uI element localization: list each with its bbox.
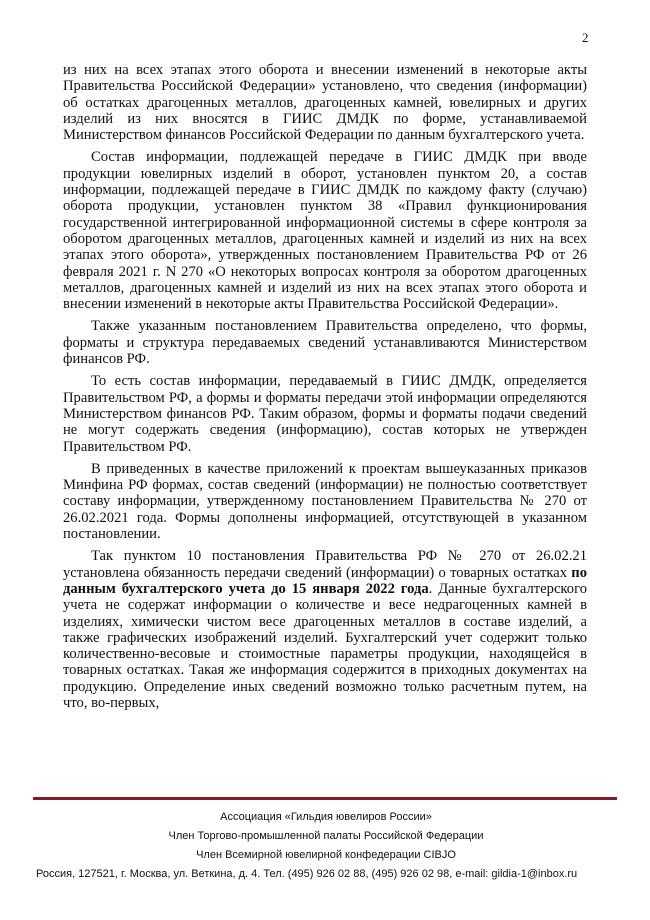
footer-membership-cibjo: Член Всемирной ювелирной конфедерации CIBJO (196, 849, 456, 861)
paragraph-5: В приведенных в качестве приложений к проектам вышеуказанных приказов Минфина РФ формах, состав сведений (информации) не полностью соответствует составу информации, утвержденному постановлением Правительства № 270 от 26.02.2021 года. Формы дополнены информацией, отсутствующей в указанном постановлении. (63, 460, 587, 543)
footer-address: Россия, 127521, г. Москва, ул. Веткина, д. 4. Тел. (495) 926 02 88, (495) 926 02 98, e-mail: gildia-1@inbox.ru (36, 868, 578, 880)
footer (36, 808, 616, 882)
footer-divider (33, 797, 617, 800)
document-body (63, 62, 587, 717)
paragraph-2: Состав информации, подлежащей передаче в ГИИС ДМДК при вводе продукции ювелирных изделий в оборот, установлен пунктом 20, а состав информации, подлежащей передаче в ГИИС ДМДК по каждому факту (случаю) оборота продукции, установлен пунктом 38 «Правил функционирования государственной интегрированной информационной системы в сфере контроля за оборотом драгоценных металлов, драгоценных камней и изделий из них на всех этапах этого оборота», утвержденных постановлением Правительства РФ от 26 февраля 2021 г. N 270 «О некоторых вопросах контроля за оборотом драгоценных металлов, драгоценных камней и изделий из них на всех этапах этого оборота и внесении изменений в некоторые акты Правительства Российской Федерации». (63, 149, 587, 313)
paragraph-4: То есть состав информации, передаваемый в ГИИС ДМДК, определяется Правительством РФ, а формы и форматы передачи этой информации определяются Министерством финансов РФ. Таким образом, формы и форматы подачи сведений не могут содержать сведения (информацию), состав которых не утвержден Правительством РФ. (63, 373, 587, 455)
paragraph-3: Также указанным постановлением Правительства определено, что формы, форматы и структура передаваемых сведений устанавливаются Министерством финансов РФ. (63, 318, 587, 368)
paragraph-6-part2: . Данные бухгалтерского учета не содержат информации о количестве и весе недрагоценных камней в изделиях, химически чистом весе драгоценных металлов в составе изделий, а также графических изображений изделий. Бухгалтерский учет содержит только количественно-весовые и стоимостные параметры продукции, находящейся в товарных остатках. Такая же информация содержится в приходных документах на продукцию. Определение иных сведений возможно только расчетным путем, на что, во-первых, (63, 580, 587, 711)
paragraph-1: из них на всех этапах этого оборота и внесении изменений в некоторые акты Правительства Российской Федерации» установлено, что сведения (информации) об остатках драгоценных металлов, драгоценных камней, ювелирных и других изделий из них вносятся в ГИИС ДМДК по форме, устанавливаемой Министерством финансов Российской Федерации по данным бухгалтерского учета. (63, 62, 587, 144)
page-number: 2 (582, 30, 589, 45)
paragraph-6-bold: по данным бухгалтерского учета до 15 января 2022 года (63, 564, 587, 597)
paragraph-6 (63, 548, 587, 711)
footer-membership-chamber: Член Торгово-промышленной палаты Российской Федерации (168, 830, 484, 842)
paragraph-6-part1: Так пунктом 10 постановления Правительства РФ № 270 от 26.02.21 установлена обязанность передачи сведений (информации) о товарных остатках (63, 548, 587, 581)
footer-organization: Ассоциация «Гильдия ювелиров России» (220, 811, 432, 823)
